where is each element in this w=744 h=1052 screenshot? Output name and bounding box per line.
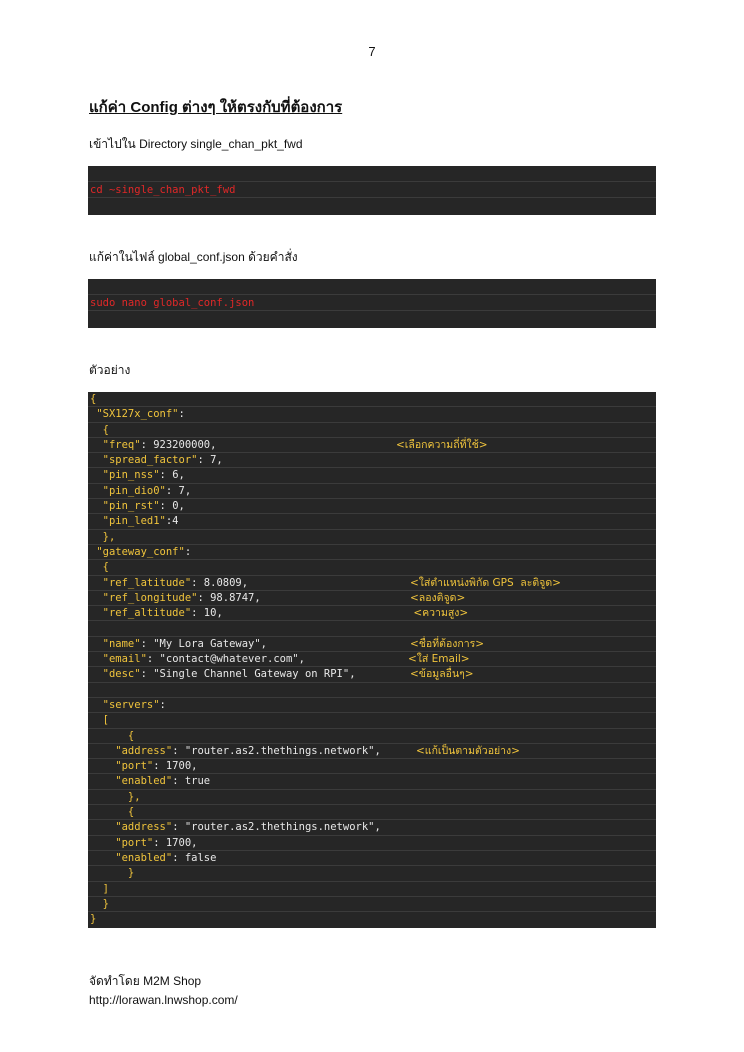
config-key: "enabled" [90,851,173,864]
footer-author: จัดทำโดย M2M Shop [89,974,202,988]
config-key: { [90,423,109,436]
config-json-block [88,392,656,928]
config-line [88,514,656,529]
config-key: "pin_led1" [90,515,166,528]
config-line [88,392,656,407]
config-value: : 1700, [153,760,198,773]
config-value: : 7, [165,484,192,497]
config-key: "port" [90,836,154,849]
config-value: : [184,545,192,558]
config-line [88,744,656,759]
config-line [88,637,656,652]
section-heading: แก้ค่า Config ต่างๆ ให้ตรงกับที่ต้องการ [89,99,343,116]
code-block-cd [88,166,656,215]
config-key: "email" [90,653,147,666]
config-key: } [90,913,97,926]
config-key: { [90,806,135,819]
config-line [88,484,656,499]
config-key: "pin_dio0" [90,484,166,497]
config-line [88,545,656,560]
config-key: { [90,729,135,742]
config-value: : [159,698,166,711]
config-key: "name" [90,637,141,650]
config-annotation: <ลองติจูด> [410,591,466,604]
config-key: "ref_longitude" [90,591,198,604]
config-line [88,912,656,927]
config-value: : "contact@whatever.com", [146,653,305,666]
config-value: : "router.as2.thethings.network", [172,821,381,834]
config-key: { [90,393,97,405]
config-line [88,621,656,636]
config-value: : 10, [191,607,223,620]
config-line [88,897,656,912]
config-value: :4 [165,515,179,528]
config-line [88,790,656,805]
config-key: "desc" [90,668,141,681]
page-number: 7 [368,44,376,59]
config-line [88,729,656,744]
config-key: "spread_factor" [90,454,198,467]
config-key: }, [90,790,141,803]
config-key: "address" [90,744,173,757]
config-key: "ref_latitude" [90,576,192,589]
config-line [88,606,656,621]
config-key: }, [90,530,116,543]
config-line [88,820,656,835]
config-line [88,774,656,789]
code-block-nano [88,279,656,328]
config-line [88,591,656,606]
config-value: : 7, [197,454,223,467]
config-annotation: <ชื่อที่ต้องการ> [410,637,485,650]
config-line [88,683,656,698]
config-annotation: <เลือกความถี่ที่ใช้> [396,438,488,451]
config-line [88,499,656,514]
config-annotation: <ข้อมูลอื่นๆ> [410,668,474,681]
config-key: "pin_rst" [90,500,160,513]
config-line [88,652,656,667]
config-key: "freq" [90,438,141,451]
config-line [88,882,656,897]
config-line [88,576,656,591]
config-key: "gateway_conf" [90,545,185,558]
config-key: "pin_nss" [90,469,160,482]
config-annotation: <ความสูง> [410,607,469,620]
cd-command: cd ~single_chan_pkt_fwd [90,184,236,196]
config-line [88,866,656,881]
config-key: } [90,867,135,880]
config-key: ] [90,882,109,895]
config-value: : 6, [159,469,185,482]
config-value: : "My Lora Gateway", [140,637,268,650]
config-value: : 8.0809, [191,576,249,589]
config-value: : "Single Channel Gateway on RPI", [140,668,356,681]
config-annotation: <ใส่ตำแหน่งพิกัด GPS ละติจูด> [410,576,561,589]
config-key: { [90,561,109,574]
example-label: ตัวอย่าง [89,363,131,377]
footer-url: http://lorawan.lnwshop.com/ [89,993,238,1007]
config-line [88,667,656,682]
config-line [88,560,656,575]
config-value: : 923200000, [140,438,217,451]
config-key: "enabled" [90,775,173,788]
config-value: : 98.8747, [197,591,261,604]
config-line [88,453,656,468]
config-key: "SX127x_conf" [90,408,179,421]
config-line [88,698,656,713]
config-annotation: <ใส่ Email> [408,653,470,666]
config-line [88,759,656,774]
config-key: "servers" [90,698,160,711]
config-key: "port" [90,760,154,773]
config-value: : false [172,851,217,864]
config-line [88,423,656,438]
step1-text: เข้าไปใน Directory single_chan_pkt_fwd [89,137,303,151]
config-value: : true [172,775,211,788]
config-value: : [178,408,185,421]
config-annotation: <แก้เป็นตามตัวอย่าง> [416,744,520,757]
config-line [88,851,656,866]
config-line [88,836,656,851]
config-line [88,468,656,483]
config-line [88,438,656,453]
config-line [88,805,656,820]
config-value: : 0, [159,500,185,513]
config-line [88,713,656,728]
nano-command: sudo nano global_conf.json [90,297,255,309]
config-key: [ [90,714,109,727]
config-key: "address" [90,821,173,834]
config-value: : 1700, [153,836,198,849]
config-key: "ref_altitude" [90,607,192,620]
config-line [88,530,656,545]
step2-text: แก้ค่าในไฟล์ global_conf.json ด้วยคำสั่ง [89,250,298,264]
config-key: } [90,897,109,910]
config-line [88,407,656,422]
config-value: : "router.as2.thethings.network", [172,744,381,757]
